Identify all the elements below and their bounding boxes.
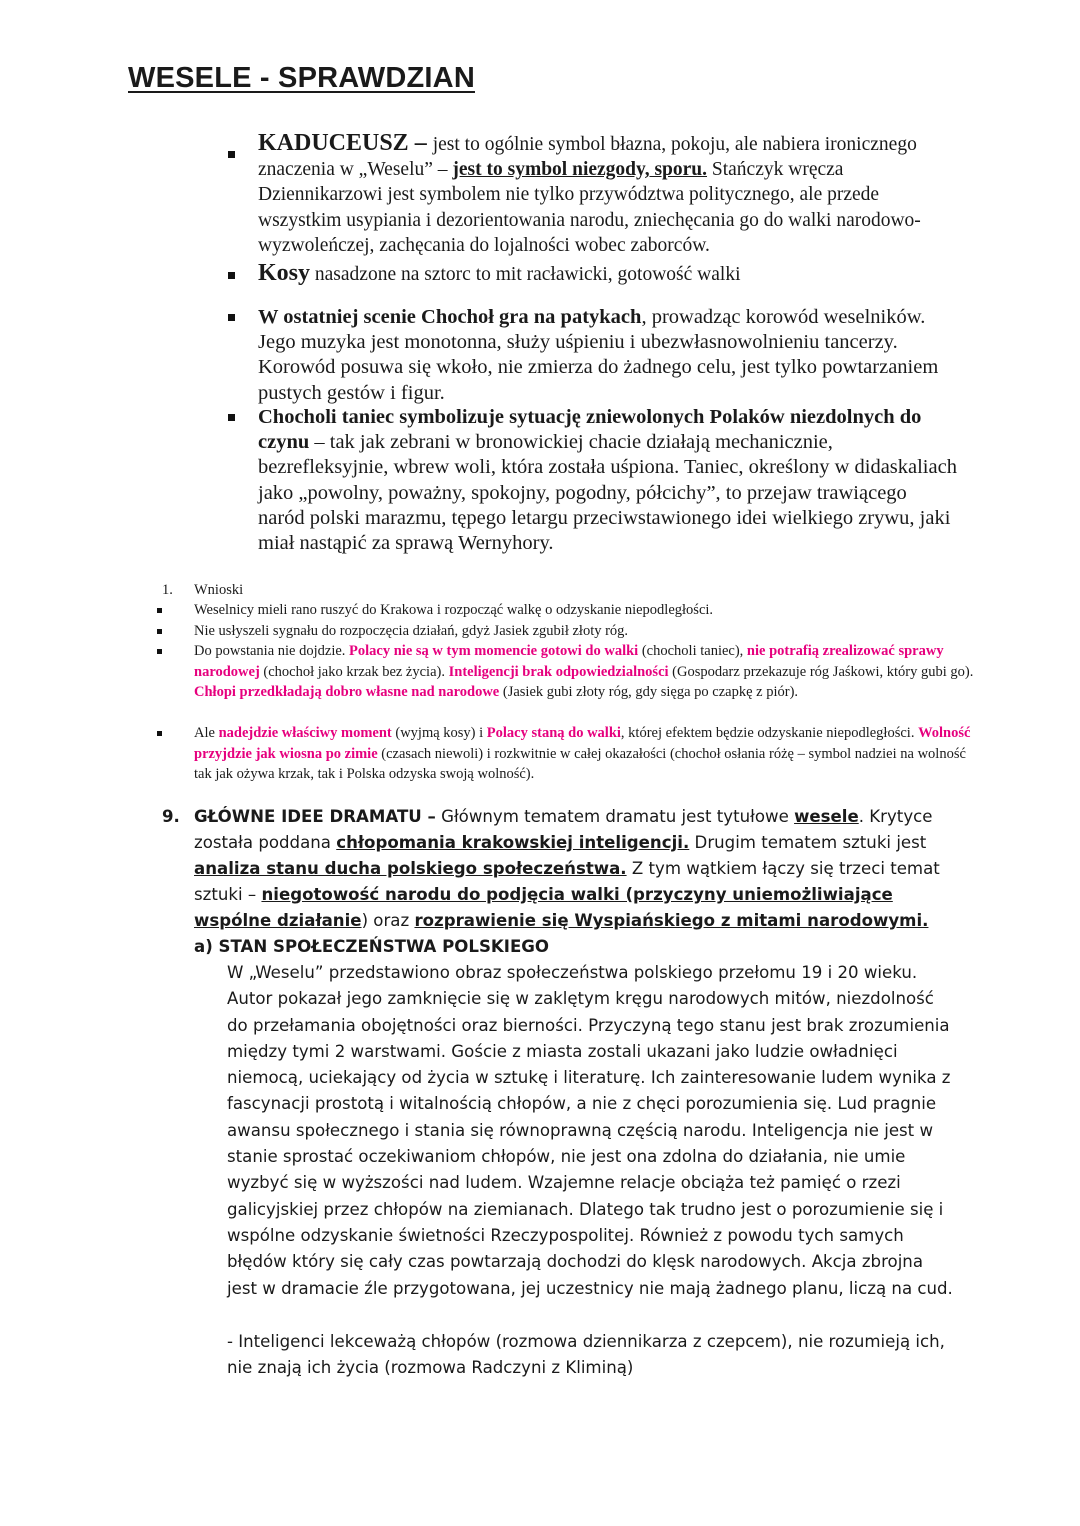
niegotowosc-term: niegotowość narodu do podjęcia walki (przyczyny uniemożliwiające wspólne działanie [194,885,893,930]
item3-highlight-f: Inteligencji brak odpowiedzialności [448,663,669,680]
bullet-marker [228,314,235,321]
bullet-marker [228,414,235,421]
section-9-text-5: ) oraz [361,911,415,930]
item4-text-c: (wyjmą kosy) i [391,725,487,741]
bullet-marker [157,649,162,654]
kaduceusz-text-3: Stańczyk wręcza Dziennikarzowi jest symbolem nie tylko przywództwa politycznego, ale przede wszystkim usypiania i dezorientowania narodu, zniechęcania go do walki narodowo-wyzwoleńczej, zachęcania do lojalności wobec zaborców. [258,159,921,256]
chochol-text: , prowadząc korowód weselników. Jego muzyka jest monotonna, służy uśpieniu i ubezwłasnowolnieniu tancerzy. Korowód posuwa się wkoło, nie zmierza do żadnego celu, jest tylko powtarzaniem pustych gestów i figur. [258,306,939,404]
section-9-text-1: Głównym tematem dramatu jest tytułowe [435,807,795,826]
bullet-marker [228,272,235,279]
kaduceusz-text-2: jest to symbol niezgody, sporu. [452,159,708,181]
symbol-chochol [258,305,958,406]
item4-text-e: , której efektem będzie odzyskanie niepodległości. [620,725,919,741]
bullet-marker [228,151,235,158]
section-9-text-3: Drugim tematem sztuki jest [689,833,927,852]
kaduceusz-text-1: jest to ogólnie symbol błazna, pokoju, ale nabiera ironicznego znaczenia w „Weselu” – [258,134,917,181]
section-9-number: 9. [162,807,180,826]
wnioski-item-4 [194,723,974,785]
item3-highlight-b: Polacy nie są w tym momencie gotowi do walki [349,643,639,659]
subsection-a-heading: a) STAN SPOŁECZEŃSTWA POLSKIEGO [194,937,550,956]
item3-highlight-h: Chłopi przedkładają dobro własne nad narodowe [194,684,500,700]
item4-highlight-d: Polacy staną do walki [486,725,621,741]
wnioski-item-1: Weselnicy mieli rano ruszyć do Krakowa i rozpocząć walkę o odzyskanie niepodległości. [194,602,714,618]
kosy-text: nasadzone na sztorc to mit racławicki, gotowość walki [310,264,741,285]
item4-highlight-f: Wolność przyjdzie jak wiosna po zimie [194,725,971,762]
item4-highlight-b: nadejdzie właściwy moment [218,725,392,741]
kosy-heading: Kosy [258,260,311,286]
chochol-heading: W ostatniej scenie Chochoł gra na patykach [258,306,642,328]
wnioski-heading: Wnioski [194,582,244,598]
item3-text-c: (chocholi taniec), [638,643,747,659]
item4-text-a: Ale [194,725,219,741]
item3-text-i: (Jasiek gubi złoty róg, gdy sięga po czapkę z piór). [499,684,799,700]
kaduceusz-heading: KADUCEUSZ [258,130,409,156]
section-9-text-4: Z tym wątkiem łączy się trzeci temat sztuki – [194,859,940,904]
section-9-intro [194,804,954,934]
analiza-term: analiza stanu ducha polskiego społeczeństwa. [194,859,627,878]
item3-highlight-d: nie potrafią zrealizować sprawy narodowej [194,643,944,680]
paragraph-stan-spoleczenstwa: W „Weselu” przedstawiono obraz społeczeństwa polskiego przełomu 19 i 20 wieku. Autor pokazał jego zamknięcie się w zaklętym kręgu narodowych mitów, niezdolność do przełamania obojętności oraz bierności. Przyczyną tego stanu jest brak zrozumienia między tymi 2 warstwami. Goście z miasta zostali ukazani jako ludzie owładnięci niemocą, uciekający od życia w sztukę i literaturę. Ich zainteresowanie ludem wynika z fascynacji prostotą i witalnością chłopów, a nie z chęci porozumienia się. Lud pragnie awansu społecznego i stania się równoprawną częścią narodu. Inteligencja nie jest w stanie sprostać oczekiwaniom chłopów, nie jest ona zdolna do działania, nie umie wyzbyć się w wyższości nad ludem. Wzajemne relacje obciąża też pamięć o rzezi galicyjskiej przez chłopów na ziemianach. Dlatego tak trudno jest o porozumienie się i wspólne odzyskanie świetności Rzeczypospolitej. Również z powodu tych samych błędów który się cały czas powtarzają dochodzi do klęsk narodowych. Akcja zbrojna jest w dramacie źle przygotowana, jej uczestnicy nie mają żadnego planu, liczą na cud. [227,963,953,1298]
symbol-kosy [258,261,958,287]
taniec-text: – tak jak zebrani w bronowickiej chacie działają mechanicznie, bezrefleksyjnie, wbrew woli, która została uśpiona. Taniec, określony w didaskaliach jako „powolny, poważny, spokojny, pogodny, półcichy”, to przejaw trawiącego naród polski marazmu, tępego letargu przeciwstawionego idei wielkiego zrywu, jaki miał nastąpić za sprawą Wernyhory. [258,431,957,555]
wnioski-item-3 [194,641,974,703]
symbol-kaduceusz [258,131,958,258]
item3-text-g: (Gospodarz przekazuje róg Jaśkowi, który gubi go). [668,663,974,680]
bullet-marker [157,629,162,634]
section-9-text-2: . Krytyce została poddana [194,807,933,852]
wesele-term: wesele [794,807,859,826]
item3-text-a: Do powstania nie dojdzie. [194,643,350,659]
bullet-marker [157,608,162,613]
symbol-taniec [258,405,958,556]
rozprawienie-term: rozprawienie się Wyspiańskiego z mitami narodowymi. [414,911,929,930]
wnioski-number: 1. [162,582,173,598]
bullet-marker [157,731,162,736]
item4-text-g: (czasach niewoli) i rozkwitnie w całej okazałości (chochoł osłania różę – symbol nadziei na wolność tak jak ożywa krzak, tak i Polska odzyska swoją wolność). [194,745,966,782]
wnioski-item-2: Nie usłyszeli sygnału do rozpoczęcia działań, gdyż Jasiek zgubił złoty róg. [194,623,629,639]
taniec-heading: Chocholi taniec symbolizuje sytuację zniewolonych Polaków niezdolnych do czynu [258,406,922,454]
kaduceusz-dash: – [408,130,433,156]
section-9-heading: GŁÓWNE IDEE DRAMATU – [194,807,436,826]
chlopomania-term: chłopomania krakowskiej inteligencji. [336,833,690,852]
page-title: WESELE - SPRAWDZIAN [128,62,475,94]
paragraph-inteligenci: - Inteligenci lekceważą chłopów (rozmowa dziennikarza z czepcem), nie rozumieją ich, nie znają ich życia (rozmowa Radczyni z Kliminą) [227,1332,945,1378]
item3-text-e: (chochoł jako krzak bez życia). [259,663,449,680]
